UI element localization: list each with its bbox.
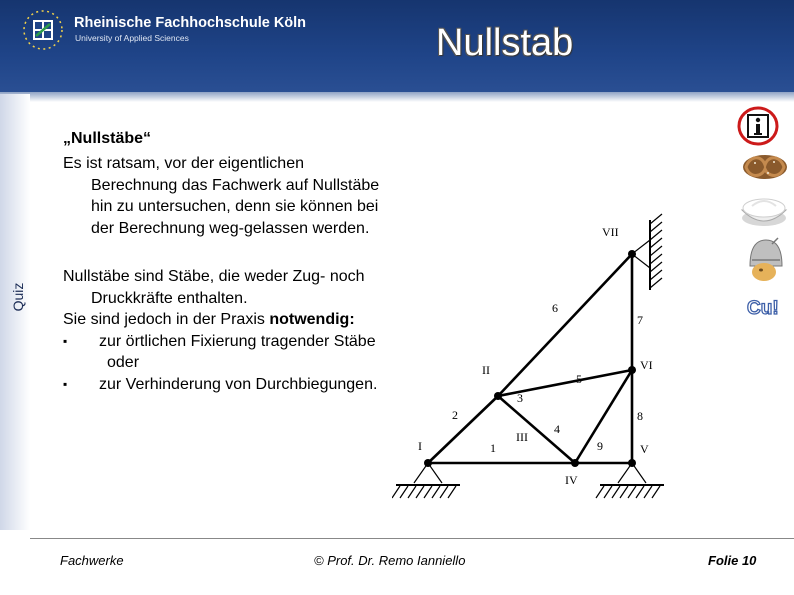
university-logo-emblem — [22, 9, 64, 51]
paragraph-line: Druckkräfte enthalten. — [91, 289, 248, 307]
wall-support — [632, 214, 662, 290]
info-icon[interactable] — [736, 104, 780, 148]
bullet-line: oder — [107, 354, 140, 371]
paragraph-line: Berechnung das Fachwerk auf Nullstäbe — [91, 176, 380, 194]
practice-text: Sie sind jedoch in der Praxis — [63, 311, 270, 328]
paragraph-line: der Berechnung weg-gelassen werden. — [91, 219, 370, 237]
paragraph-line: Es ist ratsam, vor der eigentlichen — [63, 155, 304, 172]
header-bar — [0, 0, 794, 92]
node-IV — [571, 459, 579, 467]
bullet-line: zur Verhinderung von Durchbiegungen. — [99, 375, 378, 393]
footer-copyright: © Prof. Dr. Remo Ianniello — [314, 553, 466, 568]
footer-topic: Fachwerke — [60, 553, 124, 568]
node-label-III: III — [516, 430, 528, 444]
member-label-9: 9 — [597, 439, 603, 453]
pretzel-icon[interactable] — [740, 149, 790, 185]
bullet-square-icon: ▪ — [63, 376, 68, 391]
university-subtitle: University of Applied Sciences — [75, 33, 189, 43]
member-label-7: 7 — [637, 313, 643, 327]
truss-diagram — [392, 210, 682, 510]
member-label-4: 4 — [554, 422, 560, 436]
footer-divider — [30, 538, 794, 539]
footer-slide-number: Folie 10 — [708, 553, 757, 568]
slide-title: Nullstab — [436, 22, 574, 64]
node-VI — [628, 366, 636, 374]
paragraph-practice — [63, 309, 433, 331]
practice-emphasis: notwendig: — [269, 311, 355, 328]
paragraph-line: Nullstäbe sind Stäbe, die weder Zug- noch — [63, 268, 365, 285]
bullet-item — [63, 374, 433, 396]
bullet-line: zur örtlichen Fixierung tragender Stäbe — [99, 332, 376, 350]
helmet-icon[interactable] — [744, 236, 786, 284]
truss-members — [428, 254, 632, 463]
node-label-VII: VII — [602, 225, 619, 239]
quiz-label: Quiz — [10, 282, 26, 312]
node-label-I: I — [418, 439, 422, 453]
member-label-2: 2 — [452, 408, 458, 422]
member-3 — [498, 396, 575, 463]
paragraph-definition — [63, 266, 433, 395]
node-II — [494, 392, 502, 400]
content-heading: „Nullstäbe“ — [63, 130, 152, 147]
node-label-VI: VI — [640, 358, 653, 372]
header-fade — [0, 92, 794, 102]
ground-supports — [392, 463, 664, 498]
bullet-item — [63, 331, 433, 374]
member-label-5: 5 — [576, 372, 582, 386]
member-4 — [575, 370, 632, 463]
member-label-6: 6 — [552, 301, 558, 315]
paragraph-line: hin zu untersuchen, denn sie können bei — [91, 198, 379, 215]
member-2 — [428, 396, 498, 463]
member-label-1: 1 — [490, 441, 496, 455]
paragraph-recommendation — [63, 153, 433, 239]
university-name: Rheinische Fachhochschule Köln — [74, 15, 307, 31]
cu-label[interactable] — [746, 296, 782, 320]
node-label-IV: IV — [565, 473, 578, 487]
cu-text: Cu! — [747, 298, 779, 319]
cream-bowl-icon[interactable] — [738, 188, 790, 230]
member-label-8: 8 — [637, 409, 643, 423]
node-label-V: V — [640, 442, 649, 456]
member-label-3: 3 — [517, 391, 523, 405]
node-label-II: II — [482, 363, 490, 377]
bullet-square-icon: ▪ — [63, 333, 68, 348]
